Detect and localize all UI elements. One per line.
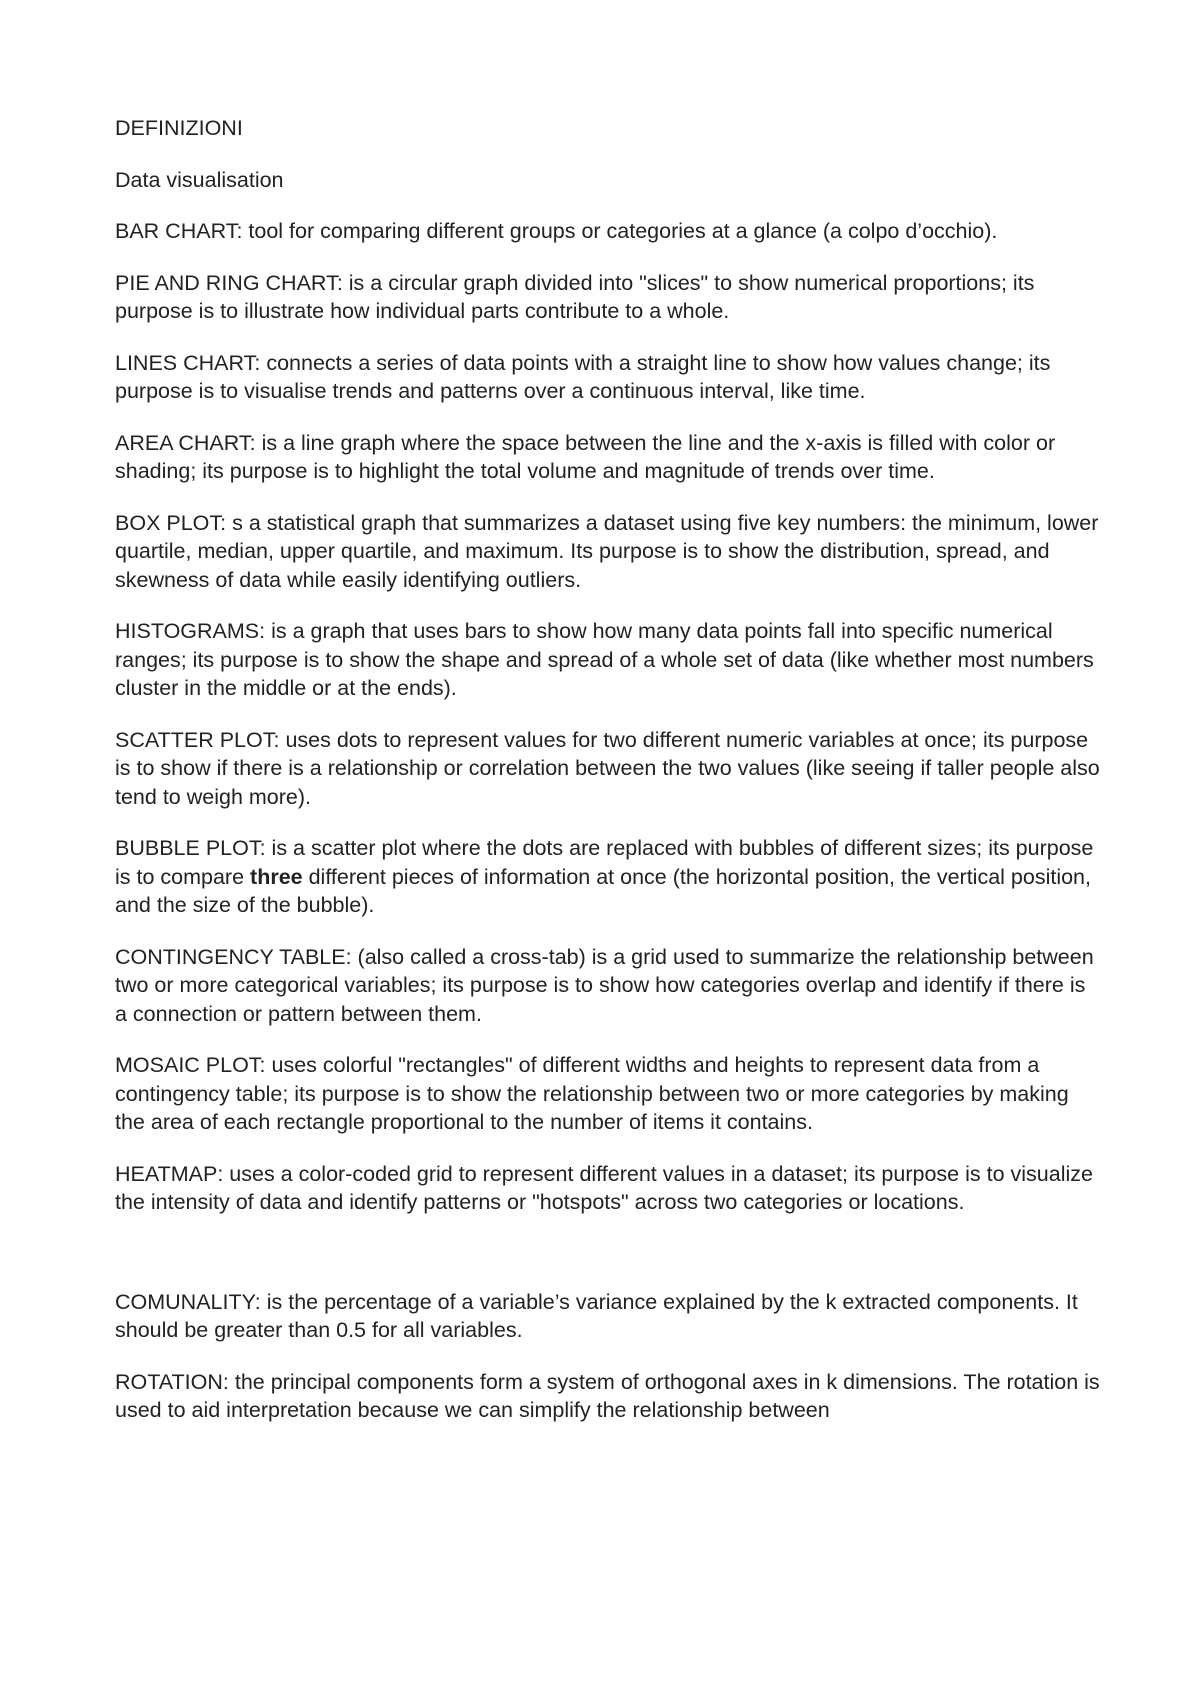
definition-text: the principal components form a system of orthogonal axes in k dimensions. The rotation is used to aid interpretation because we can simplify the relationship between (115, 1369, 1100, 1422)
definition-text: uses a color-coded grid to represent different values in a dataset; its purpose is to visualize the intensity of data and identify patterns or "hotspots" across two categories or locations. (115, 1161, 1093, 1214)
definition-term: BUBBLE PLOT: (115, 836, 266, 860)
definition-bubble-plot (115, 834, 1100, 920)
emphasis-text: three (250, 864, 303, 889)
definition-text: tool for comparing different groups or categories at a glance (a colpo d’occhio). (242, 219, 998, 243)
definition-text: is a line graph where the space between the line and the x-axis is filled with color or shading; its purpose is to highlight the total volume and magnitude of trends over time. (115, 430, 1056, 483)
definition-text: uses dots to represent values for two different numeric variables at once; its purpose is to show if there is a relationship or correlation between the two values (like seeing if taller people also tend to weigh more). (115, 727, 1100, 809)
document-body (115, 114, 1100, 1448)
definition-term: COMUNALITY: (115, 1289, 261, 1314)
definition-term: LINES CHART: (115, 350, 261, 375)
definition-scatter-plot (115, 726, 1100, 812)
definition-text: (also called a cross-tab) is a grid used to summarize the relationship between two or more categorical variables; its purpose is to show how categories overlap and identify if there is a connection or pattern between them. (115, 944, 1094, 1026)
definition-lines-chart (115, 349, 1100, 406)
definition-text: is a graph that uses bars to show how many data points fall into specific numerical ranges; its purpose is to show the shape and spread of a whole set of data (like whether most numbers cluster in the middle or at the ends). (115, 619, 1094, 700)
definition-term: SCATTER PLOT: (115, 727, 280, 752)
definition-heatmap (115, 1160, 1100, 1217)
definition-text: uses colorful "rectangles" of different widths and heights to represent data from a contingency table; its purpose is to show the relationship between two or more categories by making the area of each rectangle proportional to the number of items it contains. (115, 1053, 1069, 1134)
definition-text: is a scatter plot where the dots are replaced with bubbles of different sizes; its purpose is to compare (115, 836, 1094, 889)
definition-comunality (115, 1288, 1100, 1345)
definition-bar-chart (115, 217, 1100, 246)
definition-pie-ring-chart (115, 269, 1100, 326)
definition-area-chart (115, 429, 1100, 486)
definition-text: different pieces of information at once (the horizontal position, the vertical position, and the size of the bubble). (115, 864, 1091, 917)
definition-text: is a circular graph divided into "slices" to show numerical proportions; its purpose is to illustrate how individual parts contribute to a whole. (115, 270, 1035, 323)
definition-term: HISTOGRAMS: (115, 619, 266, 643)
definition-mosaic-plot (115, 1051, 1100, 1137)
definition-term: ROTATION: (115, 1369, 229, 1394)
definition-term: AREA CHART: (115, 430, 256, 455)
definition-term: BOX PLOT: (115, 510, 227, 535)
definition-term: PIE AND RING CHART: (115, 270, 343, 295)
definition-histograms (115, 617, 1100, 703)
definition-term: MOSAIC PLOT: (115, 1053, 266, 1077)
definition-term: CONTINGENCY TABLE: (115, 944, 352, 969)
definition-box-plot (115, 509, 1100, 595)
definition-text: is the percentage of a variable’s variance explained by the k extracted components. It should be greater than 0.5 for all variables. (115, 1289, 1078, 1342)
definition-term: HEATMAP: (115, 1161, 224, 1186)
document-heading: DEFINIZIONI (115, 116, 243, 140)
definition-text: s a statistical graph that summarizes a dataset using five key numbers: the minimum, lower quartile, median, upper quartile, and maximum. Its purpose is to show the distribution, spread, and skewness of data while easily identifying outliers. (115, 510, 1099, 592)
definition-text: connects a series of data points with a straight line to show how values change; its purpose is to visualise trends and patterns over a continuous interval, like time. (115, 350, 1051, 403)
definition-term: BAR CHART: (115, 219, 243, 243)
definition-rotation (115, 1368, 1100, 1425)
section-subheading: Data visualisation (115, 167, 284, 192)
definition-contingency-table (115, 943, 1100, 1029)
